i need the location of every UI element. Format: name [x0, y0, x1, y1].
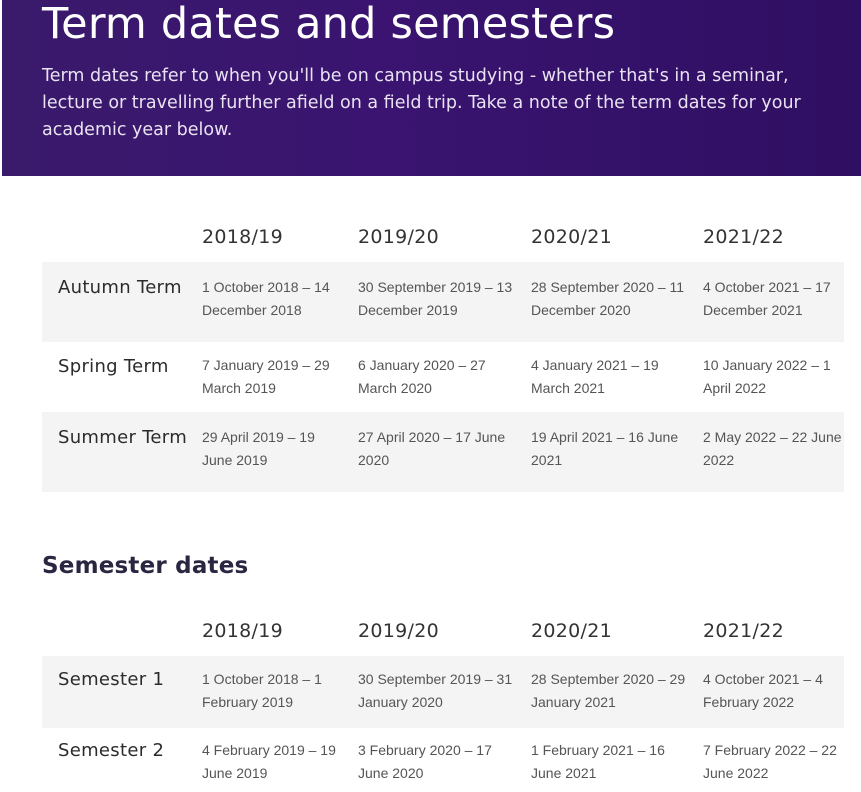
table-cell: 6 January 2020 – 27 March 2020 [358, 357, 486, 396]
column-header: 2018/19 [202, 226, 284, 248]
table-cell: 2 May 2022 – 22 June 2022 [703, 429, 842, 468]
row-label: Spring Term [58, 356, 169, 377]
table-cell: 1 February 2021 – 16 June 2021 [531, 742, 665, 781]
row-label: Semester 1 [58, 669, 165, 690]
table-cell: 4 February 2019 – 19 June 2019 [202, 742, 336, 781]
table-row [42, 412, 844, 492]
table-header-row [42, 606, 844, 656]
table-row [42, 342, 844, 412]
column-header: 2019/20 [358, 226, 440, 248]
column-header: 2021/22 [703, 620, 785, 642]
table-row [42, 656, 844, 728]
column-header: 2018/19 [202, 620, 284, 642]
table-cell: 29 April 2019 – 19 June 2019 [202, 429, 315, 468]
table-cell: 30 September 2019 – 13 December 2019 [358, 279, 513, 318]
row-label: Semester 2 [58, 740, 165, 761]
page-description: Term dates refer to when you'll be on campus studying - whether that's in a seminar, lecture or travelling further afield on a field trip. Take a note of the term dates for your academic year below. [42, 66, 801, 140]
table-cell: 1 October 2018 – 1 February 2019 [202, 671, 322, 710]
table-cell: 28 September 2020 – 29 January 2021 [531, 671, 686, 710]
column-header: 2019/20 [358, 620, 440, 642]
column-header: 2020/21 [531, 620, 613, 642]
row-label: Summer Term [58, 427, 188, 448]
hero-banner [2, 0, 861, 176]
table-header-row [42, 212, 844, 262]
table-cell: 27 April 2020 – 17 June 2020 [358, 429, 506, 468]
table-cell: 4 October 2021 – 4 February 2022 [703, 671, 823, 710]
table-cell: 30 September 2019 – 31 January 2020 [358, 671, 513, 710]
table-cell: 4 January 2021 – 19 March 2021 [531, 357, 659, 396]
table-cell: 7 January 2019 – 29 March 2019 [202, 357, 330, 396]
table-cell: 19 April 2021 – 16 June 2021 [531, 429, 679, 468]
column-header: 2021/22 [703, 226, 785, 248]
table-cell: 1 October 2018 – 14 December 2018 [202, 279, 330, 318]
table-cell: 4 October 2021 – 17 December 2021 [703, 279, 831, 318]
page-title: Term dates and semesters [42, 0, 616, 49]
row-label: Autumn Term [58, 277, 182, 298]
table-row [42, 728, 844, 792]
table-row [42, 262, 844, 342]
column-header: 2020/21 [531, 226, 613, 248]
table-cell: 3 February 2020 – 17 June 2020 [358, 742, 492, 781]
term-dates-table [42, 212, 844, 492]
table-cell: 7 February 2022 – 22 June 2022 [703, 742, 837, 781]
table-cell: 10 January 2022 – 1 April 2022 [703, 357, 831, 396]
semester-dates-heading: Semester dates [42, 553, 249, 579]
table-cell: 28 September 2020 – 11 December 2020 [531, 279, 685, 318]
semester-dates-table [42, 606, 844, 792]
